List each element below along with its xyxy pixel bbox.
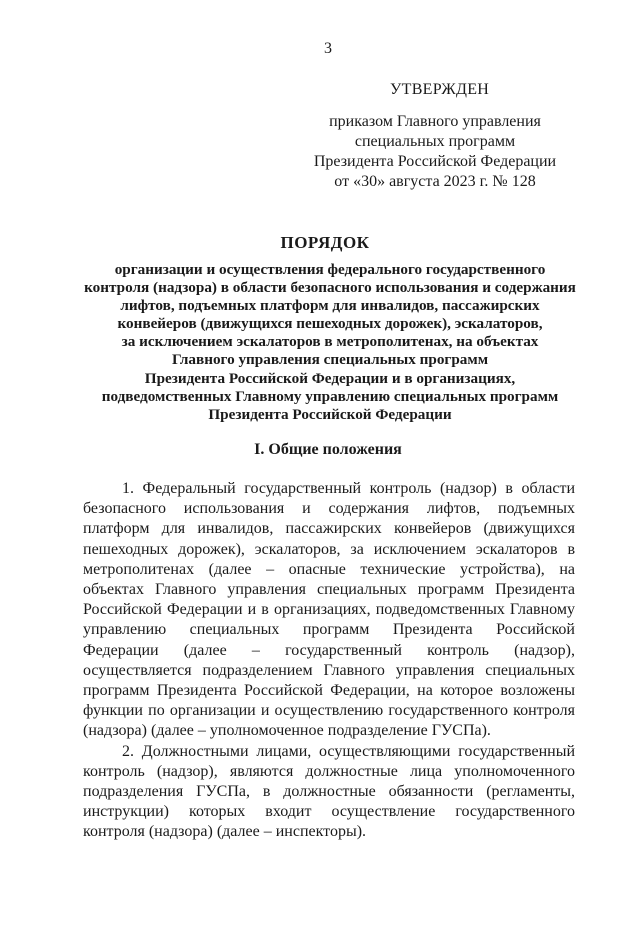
paragraph-1: 1. Федеральный государственный контроль (надзор) в области безопасного использования и содержания лифтов, подъемных платформ для инвалидов, пассажирских конвейеров (движущихся пешеходных дорожек), эскалаторов, за исключением эскалаторов в метрополитенах (далее – опасные технические устройства), на объектах Главного управления специальных программ Президента Российской Федерации и в организациях, подведомственных Главному управлению специальных программ Президента Российской Федерации (далее – государственный контроль (надзор), осуществляется подразделением Главного управления специальных программ Президента Российской Федерации, на которое возложены функции по организации и осуществлению государственного контроля (надзора) (далее – уполномоченное подразделение ГУСПа). [83,480,575,740]
paragraph-2: 2. Должностными лицами, осуществляющими государственный контроль (надзор), являются должностные лица уполномоченного подразделения ГУСПа, в должностные обязанности (регламенты, инструкции) которых входит осуществление государственного контроля (надзора) (далее – инспекторы). [83,742,575,841]
subtitle-line: подведомственных Главному управлению специальных программ [101,387,559,405]
approval-block [300,80,570,192]
subtitle-line: организации и осуществления федерального государственного [114,261,546,278]
approval-line: Президента Российской Федерации [313,153,557,170]
approval-line: специальных программ [354,133,516,150]
document-title: ПОРЯДОК [280,233,370,252]
subtitle-line: Президента Российской Федерации и в организациях, [144,369,516,387]
document-subtitle [80,261,580,424]
subtitle-line: Президента Российской Федерации [208,405,452,423]
section-heading: I. Общие положения [254,441,402,458]
subtitle-line: лифтов, подъемных платформ для инвалидов, пассажирских [120,297,540,315]
approval-date-line: от «30» августа 2023 г. № 128 [334,173,536,190]
page-number: 3 [324,40,332,57]
section-body [83,479,575,843]
approval-status: УТВЕРЖДЕН [390,81,490,98]
subtitle-line: Главного управления специальных программ [171,351,489,369]
subtitle-line: контроля (надзора) в области безопасного использования и содержания [84,279,576,297]
approval-line: приказом Главного управления [329,113,541,130]
subtitle-line: за исключением эскалаторов в метрополитенах, на объектах [121,333,539,351]
subtitle-line: конвейеров (движущихся пешеходных дорожек), эскалаторов, [117,315,543,333]
